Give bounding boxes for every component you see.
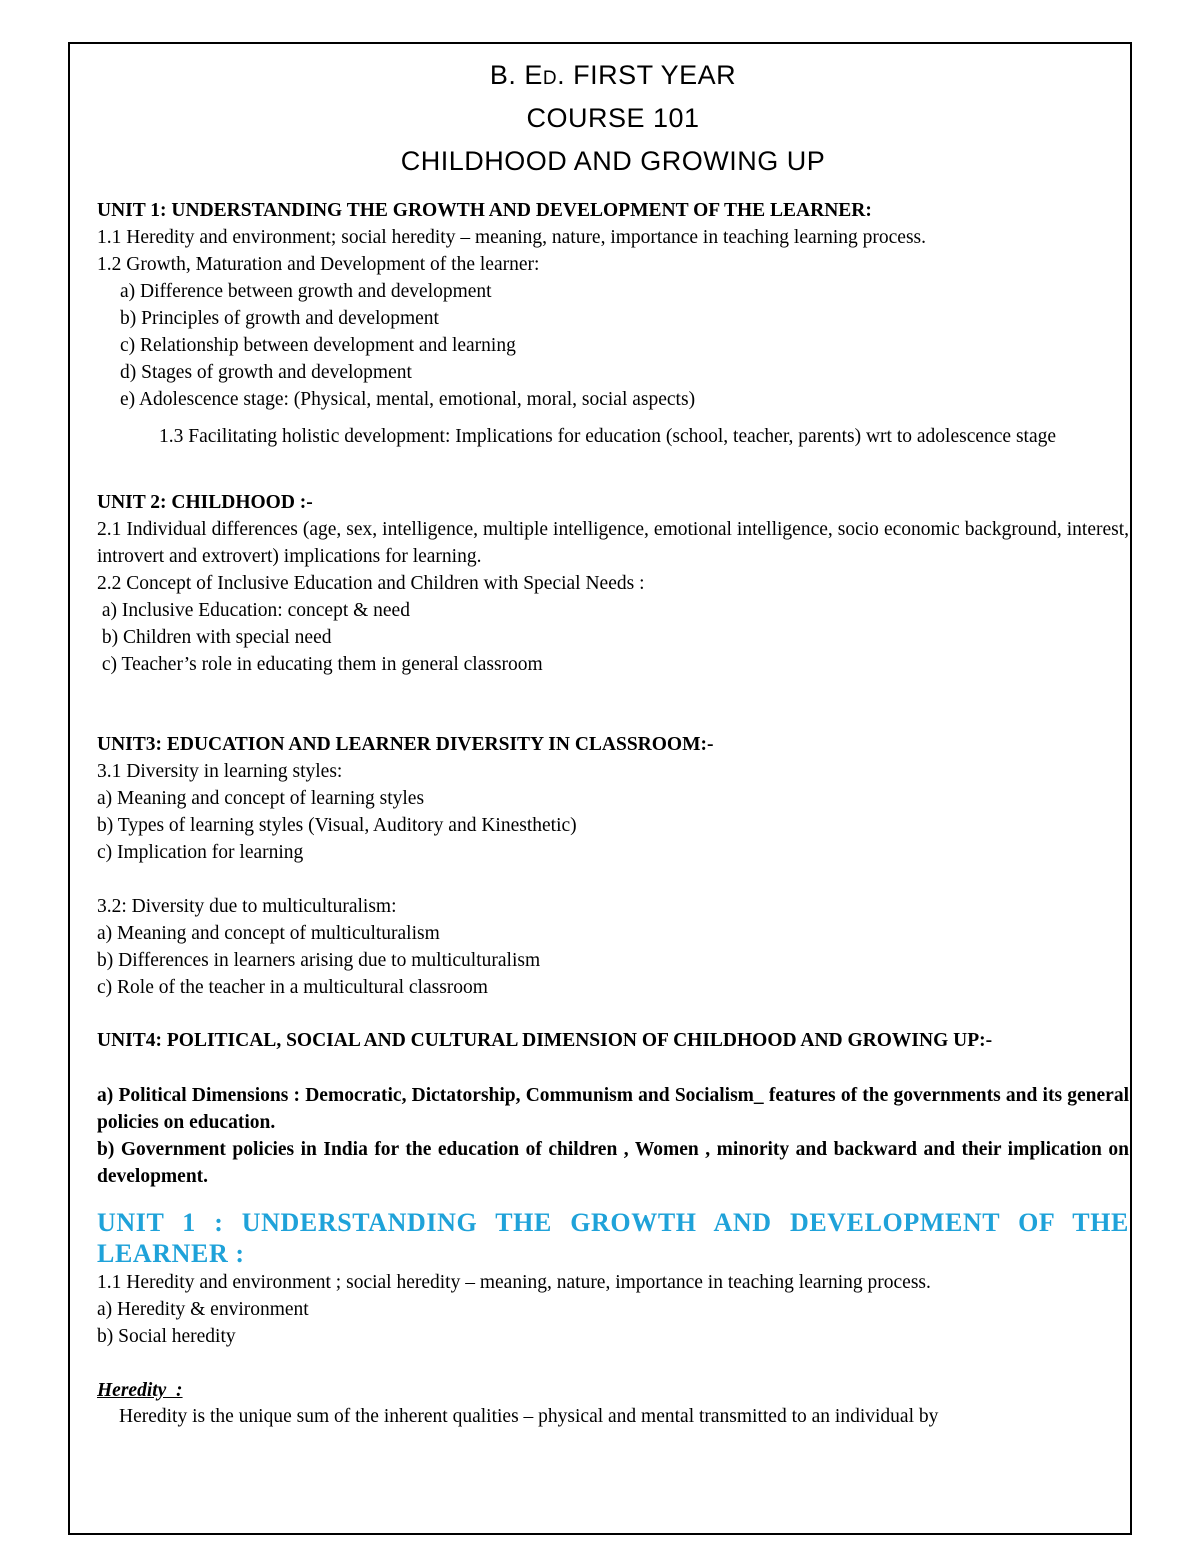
unit1-point-1-2: 1.2 Growth, Maturation and Development of the learner: bbox=[97, 254, 540, 275]
unit1-heading: UNIT 1: UNDERSTANDING THE GROWTH AND DEVELOPMENT OF THE LEARNER: bbox=[97, 200, 872, 221]
unit2-subitem: a) Inclusive Education: concept & need bbox=[97, 600, 410, 621]
unit3-point-3-2: 3.2: Diversity due to multiculturalism: bbox=[97, 896, 397, 917]
unit2-point-2-2: 2.2 Concept of Inclusive Education and Children with Special Needs : bbox=[97, 573, 645, 594]
unit2-subitem: c) Teacher’s role in educating them in general classroom bbox=[97, 654, 543, 675]
unit1-subitem: a) Difference between growth and development bbox=[120, 281, 492, 302]
unit1-subitem: b) Principles of growth and development bbox=[120, 308, 439, 329]
unit3-subitem: a) Meaning and concept of learning styles bbox=[97, 788, 425, 809]
section-item-b: b) Social heredity bbox=[97, 1326, 236, 1347]
unit3-subitem: c) Implication for learning bbox=[97, 842, 304, 863]
unit1-point-1-3: 1.3 Facilitating holistic development: Implications for education (school, teacher, parents) wrt to adolescence stage bbox=[159, 426, 1057, 447]
unit2-subitem: b) Children with special need bbox=[97, 627, 332, 648]
unit3-subitem: b) Types of learning styles (Visual, Auditory and Kinesthetic) bbox=[97, 815, 577, 836]
course-name: CHILDHOOD AND GROWING UP bbox=[400, 146, 826, 176]
heredity-definition: Heredity is the unique sum of the inherent qualities – physical and mental transmitted to an individual by bbox=[119, 1406, 939, 1427]
unit4-item-a: a) Political Dimensions : Democratic, Dictatorship, Communism and Socialism_ features of the governments and its general policies on education. bbox=[97, 1085, 1129, 1133]
unit3-heading: UNIT3: EDUCATION AND LEARNER DIVERSITY IN CLASSROOM:- bbox=[97, 734, 714, 755]
unit1-point-1-1: 1.1 Heredity and environment; social heredity – meaning, nature, importance in teaching learning process. bbox=[97, 227, 927, 248]
unit1-subitem: e) Adolescence stage: (Physical, mental, emotional, moral, social aspects) bbox=[120, 389, 696, 410]
unit4-heading: UNIT4: POLITICAL, SOCIAL AND CULTURAL DIMENSION OF CHILDHOOD AND GROWING UP:- bbox=[97, 1030, 993, 1051]
doc-title: B. Ed. FIRST YEAR bbox=[489, 60, 737, 90]
unit1-subitem: c) Relationship between development and learning bbox=[120, 335, 516, 356]
heredity-subheading: Heredity : bbox=[97, 1380, 183, 1401]
section-point-1-1: 1.1 Heredity and environment ; social heredity – meaning, nature, importance in teaching learning process. bbox=[97, 1272, 931, 1293]
page-content bbox=[97, 56, 1129, 1529]
unit3-subitem: c) Role of the teacher in a multicultural classroom bbox=[97, 977, 488, 998]
unit3-subitem: b) Differences in learners arising due to multiculturalism bbox=[97, 950, 541, 971]
unit3-point-3-1: 3.1 Diversity in learning styles: bbox=[97, 761, 343, 782]
unit4-item-b: b) Government policies in India for the education of children , Women , minority and backward and their implication on development. bbox=[97, 1139, 1129, 1187]
unit2-heading: UNIT 2: CHILDHOOD :- bbox=[97, 492, 313, 513]
unit1-subitem: d) Stages of growth and development bbox=[120, 362, 412, 383]
section-item-a: a) Heredity & environment bbox=[97, 1299, 309, 1320]
unit2-point-2-1: 2.1 Individual differences (age, sex, intelligence, multiple intelligence, emotional intelligence, socio economic background, interest, introvert and extrovert) implications for learning. bbox=[97, 519, 1129, 567]
course-number: COURSE 101 bbox=[526, 103, 700, 133]
section-heading: UNIT 1 : UNDERSTANDING THE GROWTH AND DEVELOPMENT OF THE LEARNER : bbox=[97, 1208, 1129, 1268]
unit3-subitem: a) Meaning and concept of multiculturalism bbox=[97, 923, 440, 944]
